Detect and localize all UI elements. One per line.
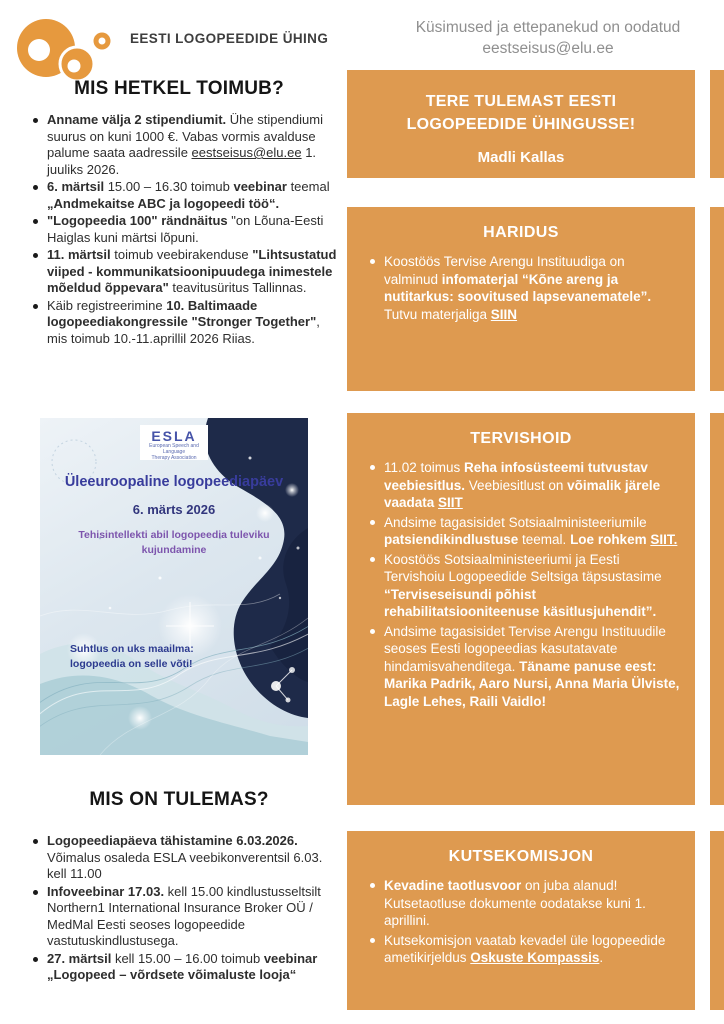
list-item-text (384, 253, 681, 323)
poster-subtitle (40, 528, 308, 557)
text-segment: 10. Baltimaade logopeediakongressile "Stronger Together" (47, 297, 317, 329)
list-item (367, 551, 681, 621)
list-item (367, 623, 681, 711)
text-segment: toimub veebirakenduse (110, 247, 253, 262)
haridus-list (347, 253, 695, 323)
text-segment: veebinar (233, 179, 287, 194)
text-segment: kell 15.00 – 16.00 toimub (111, 950, 264, 966)
text-segment: Andsime tagasisidet Tervise Arengu Instituudile seoses Eesti logopeedias kasutatavate hindamisvahenditega. (384, 623, 666, 674)
cropped-right-column-segment (710, 831, 724, 1010)
list-item (30, 213, 342, 246)
inline-link[interactable]: SIIN (490, 306, 518, 322)
text-segment: Koostöös Sotsiaalministeeriumi ja Eesti Tervishoiu Logopeedide Seltsiga täpsustasime (384, 551, 662, 584)
text-segment: "on Lõuna-Eesti Haiglas kuni märtsi lõpuni. (47, 213, 324, 245)
list-item (367, 877, 681, 930)
text-segment: veebinar „Logopeed – võrdsete võimaluste looja“ (47, 950, 318, 982)
text-segment: patsiendikindlustuse (384, 532, 519, 547)
upcoming-events-list (30, 833, 342, 985)
poster-date: 6. märts 2026 (132, 502, 216, 517)
list-item (30, 112, 342, 178)
poster-subtitle-line2: kujundamine (141, 543, 207, 556)
text-segment: Reha infosüsteemi tutvustav veebiesitlus. (384, 460, 648, 493)
tervishoid-box (347, 413, 695, 805)
esla-logo-letters: ESLA (151, 428, 197, 444)
esla-event-poster (40, 418, 308, 755)
bullet-dot-icon (33, 253, 38, 258)
text-segment: 11.02 toimus (384, 460, 465, 475)
text-segment: 15.00 – 16.30 toimub (104, 179, 234, 194)
section-title-current: MIS HETKEL TOIMUB? (74, 78, 284, 99)
inline-link[interactable]: eestseisus@elu.ee (191, 145, 302, 160)
esla-logo-subtitle-line2: Therapy Association (151, 455, 197, 461)
list-item-text (384, 551, 681, 621)
haridus-title: HARIDUS (483, 224, 559, 241)
list-item-text (47, 884, 342, 950)
bullet-dot-icon (370, 465, 375, 470)
bullet-dot-icon (33, 957, 38, 962)
text-segment: 11. märtsil (47, 247, 111, 262)
cropped-right-column-segment (710, 70, 724, 178)
inline-link[interactable]: SIIT (438, 495, 463, 510)
text-segment: Käib registreerimine (47, 297, 167, 313)
text-segment: Võimalus osaleda ESLA veebikonverentsil 6.03. kell 11.00 (47, 849, 323, 881)
list-item (367, 459, 681, 512)
text-segment: “Terviseseisundi põhist rehabilitatsiooniteenuse käsitlusjuhendit”. (384, 586, 657, 619)
bullet-dot-icon (370, 883, 375, 888)
list-item (30, 951, 342, 984)
text-segment: . (599, 950, 604, 965)
list-item-text (384, 932, 681, 967)
inline-link[interactable]: Oskuste Kompassis (470, 950, 600, 965)
list-item (367, 932, 681, 967)
section-title-upcoming: MIS ON TULEMAS? (89, 789, 269, 810)
text-segment: Loe rohkem (570, 532, 651, 547)
bullet-dot-icon (370, 520, 375, 525)
list-item (30, 884, 342, 950)
list-item-text (47, 213, 342, 246)
header-contact-note (380, 17, 716, 59)
brand-name: EESTI LOGOPEEDIDE ÜHING (130, 31, 329, 46)
text-segment: Kevadine taotlusvoor (384, 878, 522, 893)
text-segment: võimalik järele vaadata (384, 477, 661, 510)
list-item (30, 833, 342, 883)
text-segment: 1. juuliks 2026. (47, 145, 317, 177)
text-segment: "Lihtsustatud viiped - kommunikatsioonipuudega inimestele mõeldud õppevara" (47, 247, 337, 295)
inline-link[interactable]: SIIT. (650, 532, 678, 547)
text-segment: , mis toimub 10.-11.aprillil 2026 Riias. (47, 314, 320, 346)
list-item-text (384, 623, 681, 711)
kutsekomisjon-list (347, 877, 695, 967)
text-segment: Veebiesitlust on (465, 477, 568, 493)
welcome-box (347, 70, 695, 178)
welcome-title-line1: TERE TULEMAST EESTI (425, 93, 617, 110)
list-item (30, 179, 342, 212)
list-item-text (47, 179, 342, 212)
esla-logo (140, 425, 208, 460)
text-segment: Koostöös Tervise Arengu Instituudiga on valminud (384, 254, 625, 287)
poster-title: Üleeuroopaline logopeediapäev (64, 474, 284, 490)
text-segment: Ühe stipendiumi suurus on kuni 1000 €. Vabas vormis avalduse palume saata aadressile (47, 112, 323, 160)
cropped-right-column-segment (710, 207, 724, 391)
kutsekomisjon-box (347, 831, 695, 1010)
list-item (367, 514, 681, 549)
text-segment: teemal. (518, 532, 571, 547)
welcome-member-name: Madli Kallas (477, 149, 565, 166)
text-segment: „Andmekaitse ABC ja logopeedi töö“. (47, 195, 280, 211)
list-item-text (47, 298, 342, 348)
text-segment: Kutsekomisjon vaatab kevadel üle logopeedide ametikirjeldus (384, 932, 666, 965)
haridus-box (347, 207, 695, 391)
welcome-title-line2: LOGOPEEDIDE ÜHINGUSSE! (406, 116, 636, 133)
bullet-dot-icon (370, 259, 375, 264)
list-item-text (384, 459, 681, 512)
bullet-dot-icon (33, 185, 38, 190)
list-item-text (384, 514, 681, 549)
tervishoid-title: TERVISHOID (470, 430, 572, 447)
kutsekomisjon-title: KUTSEKOMISJON (448, 848, 594, 865)
poster-tagline-line2: logopeedia on selle võti! (70, 657, 193, 670)
list-item (30, 298, 342, 348)
text-segment: "Logopeedia 100" rändnäitus (47, 213, 228, 228)
bullet-dot-icon (33, 304, 38, 309)
list-item-text (47, 247, 342, 297)
elu-logo (10, 10, 122, 80)
poster-tagline (70, 642, 194, 671)
text-segment: teavitusüritus Tallinnas. (168, 280, 307, 295)
contact-email-link[interactable]: eestseisus@elu.ee (482, 40, 614, 57)
list-item (30, 247, 342, 297)
bullet-dot-icon (33, 219, 38, 224)
text-segment: Infoveebinar 17.03. (47, 883, 165, 899)
contact-note-line: Küsimused ja ettepanekud on oodatud (415, 19, 681, 36)
bullet-dot-icon (33, 118, 38, 123)
text-segment: Logopeediapäeva tähistamine 6.03.2026. (47, 833, 298, 848)
bullet-dot-icon (33, 890, 38, 895)
list-item-text (47, 951, 342, 984)
list-item-text (47, 833, 342, 883)
list-item-text (47, 112, 342, 178)
text-segment: kell 15.00 kindlustusseltsilt Northern1 International Insurance Broker OÜ / MedMal Eesti seoses logopeedide vastutuskindlustusega. (47, 883, 321, 948)
current-events-list (30, 112, 342, 348)
text-segment: Täname panuse eest: Marika Padrik, Aaro Nursi, Anna Maria Ülviste, Lagle Lehes, Raili Vaidlo! (384, 658, 680, 709)
text-segment: 6. märtsil (47, 179, 105, 194)
text-segment: 27. märtsil (47, 950, 112, 966)
text-segment: Tutvu materjaliga (384, 306, 491, 322)
poster-tagline-line1: Suhtlus on uks maailma: (70, 643, 194, 655)
text-segment: Andsime tagasisidet Sotsiaalministeeriumile (384, 514, 647, 530)
text-segment: infomaterjal “Kõne areng ja nutitarkus: soovitused lapsevanematele”. (384, 271, 652, 304)
text-segment: teemal (286, 179, 330, 194)
cropped-right-column-segment (710, 413, 724, 805)
list-item-text (384, 877, 681, 930)
text-segment: on juba alanud! Kutsetaotluse dokumente oodatakse kuni 1. aprillini. (384, 878, 646, 928)
esla-logo-subtitle-line1: European Speech and Language (149, 443, 199, 455)
list-item (367, 253, 681, 323)
tervishoid-list (347, 459, 695, 710)
bullet-dot-icon (370, 938, 375, 943)
text-segment: Anname välja 2 stipendiumit. (47, 112, 227, 127)
poster-subtitle-line1: Tehisintellekti abil logopeedia tuleviku (78, 529, 270, 541)
bullet-dot-icon (33, 839, 38, 844)
bullet-dot-icon (370, 557, 375, 562)
bullet-dot-icon (370, 629, 375, 634)
